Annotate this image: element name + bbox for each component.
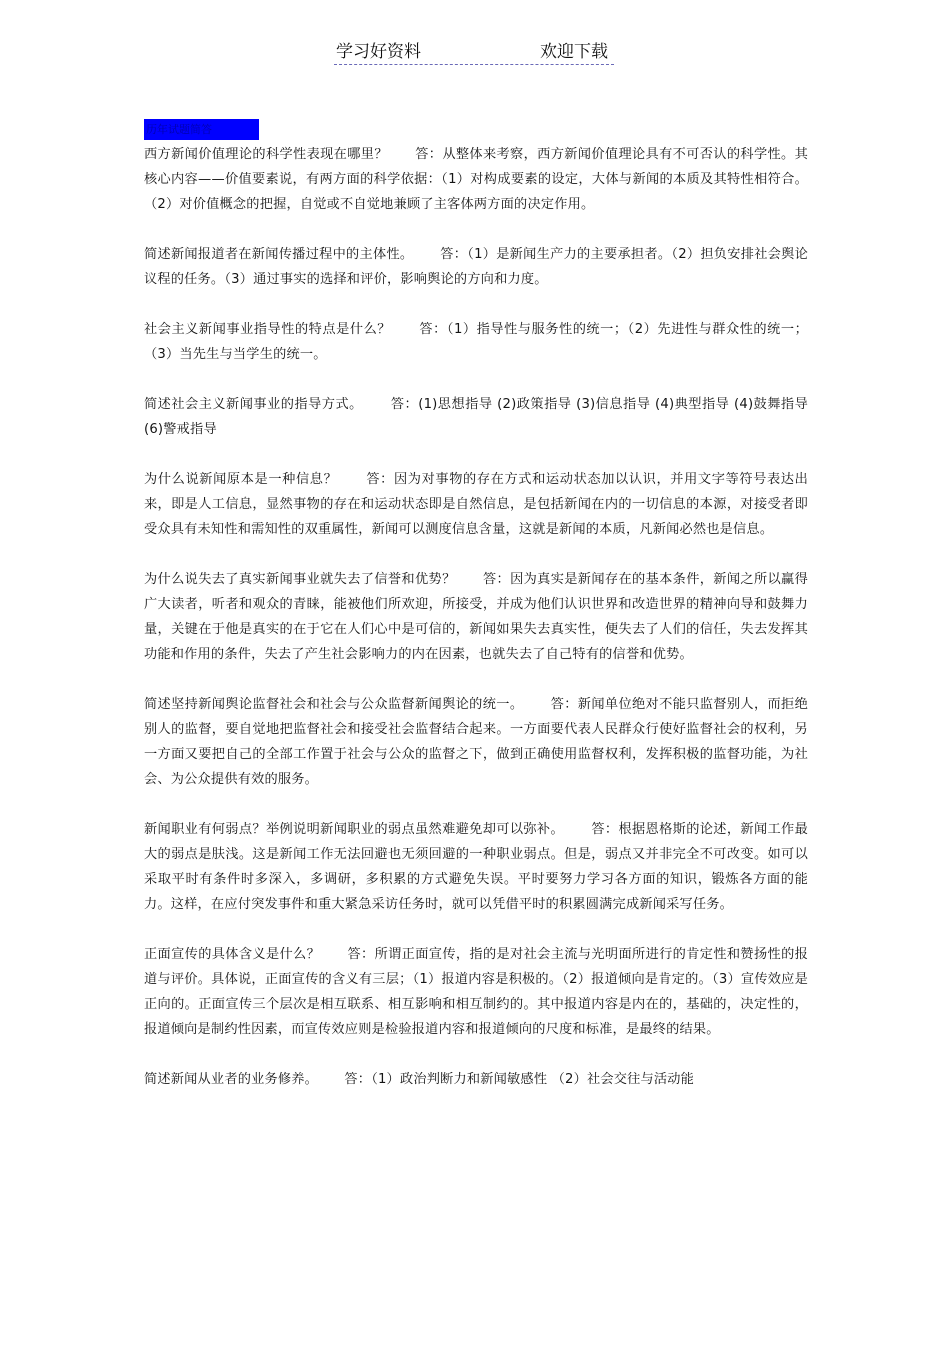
answer-text: 答：（1）是新闻生产力的主要承担者。（2）担负安排社会舆论议程的任务。（3）通过事实的选择和评价，影响舆论的方向和力度。 [144, 247, 809, 287]
question-text: 社会主义新闻事业指导性的特点是什么？ [144, 322, 392, 337]
qa-item [144, 817, 808, 917]
qa-item [144, 1067, 808, 1092]
qa-item [144, 942, 808, 1042]
question-text: 正面宣传的具体含义是什么？ [144, 947, 321, 962]
document-body [144, 142, 808, 1117]
page-header [334, 40, 614, 65]
answer-text: 答：(1)思想指导 (2)政策指导 (3)信息指导 (4)典型指导 (4)鼓舞指导 (6)警戒指导 [144, 397, 808, 437]
answer-text: 答：新闻单位绝对不能只监督别人，而拒绝别人的监督，要自觉地把监督社会和接受社会监督结合起来。一方面要代表人民群众行使好监督社会的权利，另一方面又要把自己的全部工作置于社会与公众的监督之下，做到正确使用监督权利，发挥积极的监督功能，为社会、为公众提供有效的服务。 [144, 697, 808, 787]
question-text: 简述新闻从业者的业务修养。 [144, 1072, 319, 1087]
question-text: 简述新闻报道者在新闻传播过程中的主体性。 [144, 247, 414, 262]
qa-item [144, 242, 808, 292]
header-left-text: 学习好资料 [336, 42, 421, 62]
answer-text: 答：因为对事物的存在方式和运动状态加以认识，并用文字等符号表达出来，即是人工信息，显然事物的存在和运动状态即是自然信息，是包括新闻在内的一切信息的本源，对接受者即受众具有未知性和需知性的双重属性，新闻可以测度信息含量，这就是新闻的本质，凡新闻必然也是信息。 [144, 472, 808, 537]
answer-text: 答：因为真实是新闻存在的基本条件，新闻之所以赢得广大读者，听者和观众的青睐，能被他们所欢迎，所接受，并成为他们认识世界和改造世界的精神向导和鼓舞力量，关键在于他是真实的在于它在人们心中是可信的，新闻如果失去真实性，便失去了人们的信任，失去发挥其功能和作用的条件，失去了产生社会影响力的内在因素，也就失去了自己特有的信誉和优势。 [144, 572, 808, 662]
question-text: 西方新闻价值理论的科学性表现在哪里？ [144, 147, 388, 162]
answer-text: 答：根据恩格斯的论述，新闻工作最大的弱点是肤浅。这是新闻工作无法回避也无须回避的一种职业弱点。但是，弱点又并非完全不可改变。如可以采取平时有条件时多深入，多调研，多积累的方式避免失误。平时要努力学习各方面的知识，锻炼各方面的能力。这样，在应付突发事件和重大紧急采访任务时，就可以凭借平时的积累圆满完成新闻采写任务。 [144, 822, 808, 912]
qa-item [144, 692, 808, 792]
qa-item [144, 467, 808, 542]
answer-text: 答：从整体来考察，西方新闻价值理论具有不可否认的科学性。其核心内容——价值要素说，有两方面的科学依据：（1）对构成要素的设定，大体与新闻的本质及其特性相符合。（2）对价值概念的把握，自觉或不自觉地兼顾了主客体两方面的决定作用。 [144, 147, 808, 212]
question-text: 为什么说失去了真实新闻事业就失去了信誉和优势？ [144, 572, 456, 587]
qa-item [144, 142, 808, 217]
question-text: 简述坚持新闻舆论监督社会和社会与公众监督新闻舆论的统一。 [144, 697, 524, 712]
question-text: 新闻职业有何弱点？举例说明新闻职业的弱点虽然难避免却可以弥补。 [144, 822, 565, 837]
qa-item [144, 567, 808, 667]
answer-text: 答：（1）指导性与服务性的统一；（2）先进性与群众性的统一；（3）当先生与当学生的统一。 [144, 322, 808, 362]
section-label: 历年试题简答 [144, 119, 259, 140]
qa-item [144, 317, 808, 367]
qa-item [144, 392, 808, 442]
question-text: 简述社会主义新闻事业的指导方式。 [144, 397, 363, 412]
question-text: 为什么说新闻原本是一种信息？ [144, 472, 338, 487]
answer-text: 答：（1）政治判断力和新闻敏感性 （2）社会交往与活动能 [344, 1072, 695, 1087]
answer-text: 答：所谓正面宣传，指的是对社会主流与光明面所进行的肯定性和赞扬性的报道与评价。具体说，正面宣传的含义有三层；（1）报道内容是积极的。（2）报道倾向是肯定的。（3）宣传效应是正向的。正面宣传三个层次是相互联系、相互影响和相互制约的。其中报道内容是内在的，基础的，决定性的，报道倾向是制约性因素，而宣传效应则是检验报道内容和报道倾向的尺度和标准，是最终的结果。 [144, 947, 809, 1037]
header-right-text: 欢迎下载 [540, 42, 608, 62]
